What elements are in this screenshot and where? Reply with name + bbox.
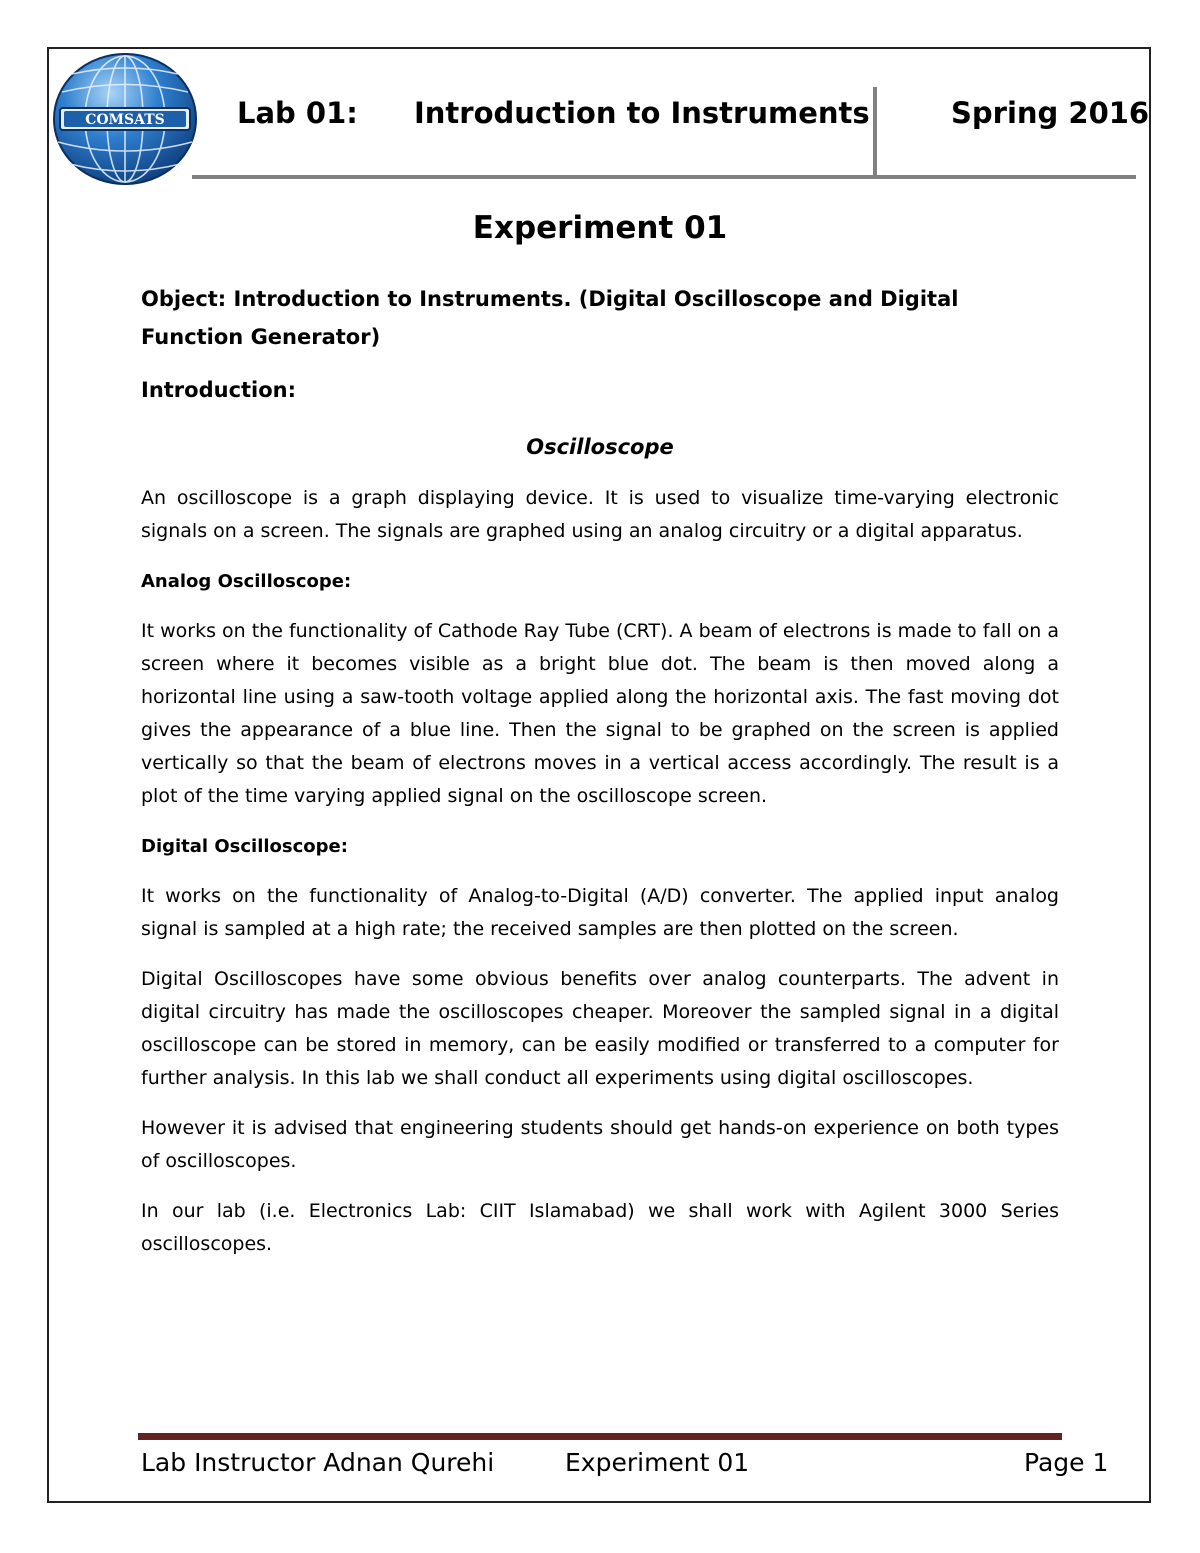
paragraph-advice: However it is advised that engineering students should get hands-on experience on both types of oscilloscopes. [141,1117,1059,1172]
document-body [141,280,1059,1278]
digital-oscilloscope-heading: Digital Oscilloscope: [141,836,348,857]
oscilloscope-heading: Oscilloscope [526,435,674,459]
introduction-heading: Introduction: [141,378,297,402]
experiment-title: Experiment 01 [472,210,728,246]
logo-text: COMSATS [85,112,165,128]
paragraph-analog-oscilloscope: It works on the functionality of Cathode Ray Tube (CRT). A beam of electrons is made to fall on a screen where it becomes visible as a bright blue dot. The beam is then moved along a horizontal line using a saw-tooth voltage applied along the horizontal axis. The fast moving dot gives the appearance of a blue line. Then the signal to be graphed on the screen is applied vertically so that the beam of electrons moves in a vertical access accordingly. The result is a plot of the time varying applied signal on the oscilloscope screen. [141,620,1059,807]
paragraph-lab-equipment: In our lab (i.e. Electronics Lab: CIIT Islamabad) we shall work with Agilent 3000 Series oscilloscopes. [141,1200,1059,1255]
footer-page-number: Page 1 [1024,1448,1109,1477]
header-rule [192,175,1136,179]
header-divider [873,87,877,177]
footer-experiment: Experiment 01 [565,1448,750,1477]
footer-instructor: Lab Instructor Adnan Qurehi [141,1448,495,1477]
object-statement: Object: Introduction to Instruments. (Digital Oscilloscope and Digital Function Generator) [141,287,959,349]
paragraph-digital-oscilloscope: It works on the functionality of Analog-to-Digital (A/D) converter. The applied input analog signal is sampled at a high rate; the received samples are then plotted on the screen. [141,885,1059,940]
analog-oscilloscope-heading: Analog Oscilloscope: [141,571,352,592]
paragraph-oscilloscope-definition: An oscilloscope is a graph displaying device. It is used to visualize time-varying electronic signals on a screen. The signals are graphed using an analog circuitry or a digital apparatus. [141,487,1059,542]
header-title: Introduction to Instruments [414,96,870,130]
footer-rule [138,1433,1062,1440]
header-term: Spring 2016 [951,96,1150,130]
paragraph-digital-benefits: Digital Oscilloscopes have some obvious benefits over analog counterparts. The advent in digital circuitry has made the oscilloscopes cheaper. Moreover the sampled signal in a digital oscilloscope can be stored in memory, can be easily modified or transferred to a computer for further analysis. In this lab we shall conduct all experiments using digital oscilloscopes. [141,968,1059,1089]
header-lab-number: Lab 01: [237,96,358,130]
comsats-logo [52,52,198,186]
